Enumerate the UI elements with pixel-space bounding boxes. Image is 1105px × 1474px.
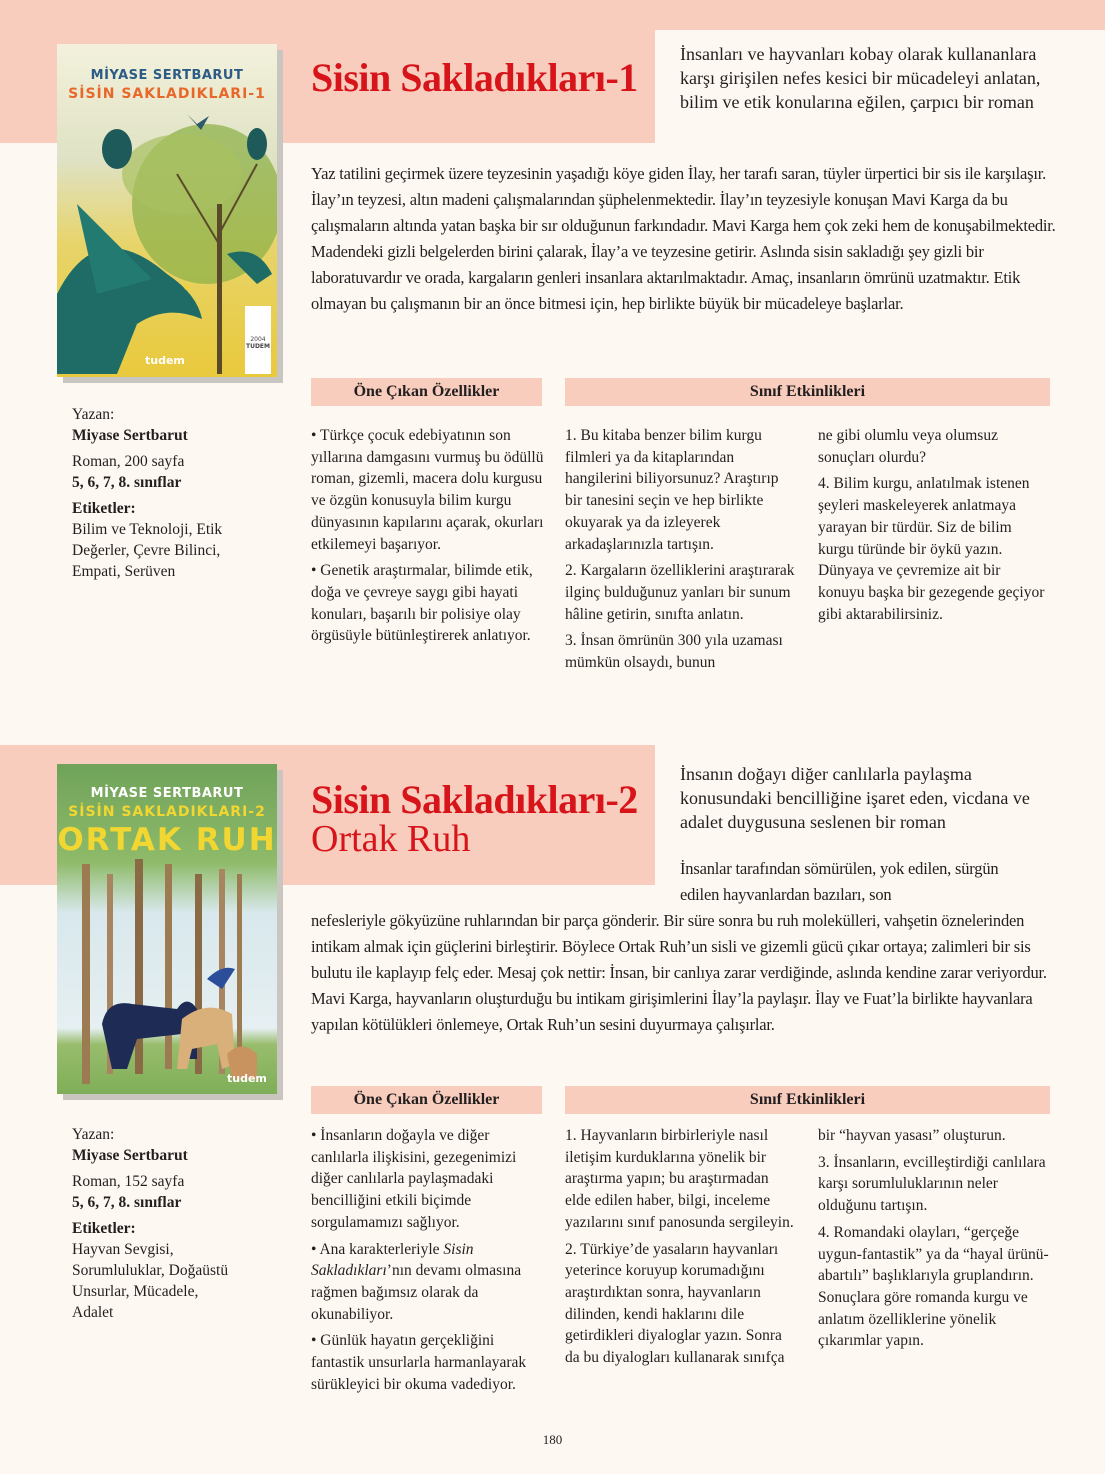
book2-title: Sisin Sakladıkları-2 — [311, 777, 638, 822]
book2-activities-col2 — [818, 1125, 1050, 1357]
book1-header-band-top — [655, 0, 1105, 30]
feature-item: • Günlük hayatın gerçekliğini fantastik unsurlarla harmanlayarak sürükleyici bir okuma vadediyor. — [311, 1332, 527, 1393]
activity-item: 2. Kargaların özelliklerini araştırarak ilginç bulduğunuz yanları bir sunum hâline getirin, sınıfta anlatın. — [565, 562, 795, 623]
book2-tagline: İnsanın doğayı diğer canlılarla paylaşma konusundaki bencilliğine işaret eden, vicdana ve adalet duygusuna seslenen bir roman — [680, 764, 1030, 832]
author-label: Yazan: — [72, 406, 115, 423]
book1-tagline: İnsanları ve hayvanları kobay olarak kullananlara karşı girişilen nefes kesici bir mücadeleyi anlatan, bilim ve etik konularına eğilen, çarpıcı bir roman — [680, 44, 1041, 112]
book2-cover-title: SİSİN SAKLADIKLARI-2 — [68, 804, 266, 820]
activity-item: 4. Romandaki olayları, “gerçeğe uygun-fantastik” ya da “hayal ürünü-abartılı” başlıklarıyla gruplandırın. Sonuçlara göre romanda kurgu ve anlatım özelliklerine yönelik çıkarımlar yapın. — [818, 1223, 1049, 1350]
tags-label: Etiketler: — [72, 500, 136, 517]
book2-features-list — [311, 1125, 546, 1400]
activity-item: bir “hayvan yasası” oluşturun. — [818, 1127, 1006, 1144]
book1-title: Sisin Sakladıkları-1 — [311, 55, 638, 100]
book2-summary-lead: İnsanlar tarafından sömürülen, yok edilen, sürgün edilen hayvanlardan bazıları, son — [680, 859, 999, 904]
book-grades: 5, 6, 7, 8. sınıflar — [72, 474, 182, 491]
book2-cover-subtitle: ORTAK RUH — [57, 822, 277, 858]
book1-cover-publisher: tudem — [145, 354, 185, 367]
feature-item: • Türkçe çocuk edebiyatının son yıllarına damgasını vurmuş bu ödüllü roman, gizemli, macera dolu kurgusu ve özgün konusuyla bilim kurgu dünyasının kapılarını açarak, okurları etkilemeyi başarıyor. — [311, 427, 544, 553]
book2-cover-publisher: tudem — [227, 1072, 267, 1085]
activity-item: 4. Bilim kurgu, anlatılmak istenen şeyleri maskeleyerek anlatmaya yarayan bir türdür. Siz de bilim kurgu türünde bir öykü yazın. Dünyaya ve çevremize ait bir konuyu başka bir gezegende geçiyor gibi aktarabilirsiniz. — [818, 475, 1045, 623]
book1-activities-col2 — [818, 425, 1050, 630]
book1-activities-col1 — [565, 425, 797, 679]
book-grades: 5, 6, 7, 8. sınıflar — [72, 1194, 182, 1211]
book1-activities-heading: Sınıf Etkinlikleri — [565, 378, 1050, 406]
book-title-italic: Sisin Sakladıkları — [311, 1240, 474, 1280]
book2-subtitle: Ortak Ruh — [311, 818, 471, 860]
book1-meta — [72, 404, 272, 582]
activity-item: 1. Hayvanların birbirleriyle nasıl iletişim kurduklarına yönelik bir araştırma yapın; bu araştırmadan elde edilen haber, bilgi, inceleme yazılarını sınıf panosunda sergileyin. — [565, 1127, 794, 1231]
book1-features-heading: Öne Çıkan Özellikler — [311, 378, 542, 406]
activity-item: 3. İnsan ömrünün 300 yıla uzaması mümkün olsaydı, bunun — [565, 632, 783, 672]
book1-cover-image — [57, 44, 277, 377]
activity-item: 1. Bu kitaba benzer bilim kurgu filmleri ya da kitaplarından hangilerini biliyorsunuz? Araştırıp bir tanesini seçin ve hep birlikte okuyarak ya da izleyerek arkadaşlarınızla tartışın. — [565, 427, 779, 553]
tags-list: Bilim ve Teknoloji, Etik Değerler, Çevre Bilinci, Empati, Serüven — [72, 521, 223, 580]
book2-features-heading: Öne Çıkan Özellikler — [311, 1086, 542, 1114]
book1-award-badge: 2004 TUDEM — [245, 336, 270, 350]
page-number: 180 — [542, 1432, 563, 1447]
activity-item: 2. Türkiye’de yasaların hayvanları yeterince koruyup korumadığını araştırdıktan sonra, hayvanların dilinden, kendi haklarını dile getirdikleri diyaloglar yazın. Sonra da bu diyalogları kullanarak sınıfça — [565, 1240, 785, 1367]
book2-summary: nefesleriyle gökyüzüne ruhlarından bir parça gönderir. Bir süre sonra bu ruh molekülleri, vahşetin öznelerinden intikam almak için güçlerini birleştirir. Böylece Ortak Ruh’un sisli ve gizemli gücü çıkar ortaya; zalimleri bir sis bulutu ile kaplayıp felç eder. Mesaj çok nettir: İnsan, bir canlıya zarar verdiğinde, aslında kendine zarar veriyordur. Mavi Karga, hayvanların oluşturduğu bu intikam girişimlerini İlay’la paylaşır. İlay ve Fuat’la birlikte hayvanlara yapılan kötülükleri önlemeye, Ortak Ruh’un sesini duyurmaya çalışırlar. — [311, 911, 1047, 1034]
book1-cover-author: MİYASE SERTBARUT — [90, 68, 244, 83]
book1-summary: Yaz tatilini geçirmek üzere teyzesinin yaşadığı köye giden İlay, her tarafı saran, tüyler ürpertici bir sis ile karşılaşır. İlay’ın teyzesi, altın madeni çalışmalarından şüphelenmektedir. İlay’ın teyzesiyle konuşan Mavi Karga da bu çalışmaların altında yatan başka bir sır olduğunun farkındadır. Mavi Karga hem çok zeki hem de konuşabilmektedir. Madendeki gizli belgelerden birini çalarak, İlay’a ve teyzesine getirir. Aslında sisin sakladığı şey gizli bir laboratuvardır ve orada, kargaların genleri insanlara aktarılmaktadır. Amaç, insanların ömrünü uzatmaktır. Etik olmayan bu çalışmanın bir an önce bitmesi için, hep birlikte büyük bir mücadeleye başlarlar. — [311, 164, 1056, 313]
book1-features-list — [311, 425, 546, 652]
feature-item: • Genetik araştırmalar, bilimde etik, doğa ve çevreye saygı gibi hayati konuları, başarılı bir polisiye olay örgüsüyle bütünleştirerek anlatıyor. — [311, 562, 533, 645]
book-format: Roman, 152 sayfa — [72, 1173, 185, 1190]
book2-cover-author: MİYASE SERTBARUT — [90, 786, 244, 801]
author-label: Yazan: — [72, 1126, 115, 1143]
tags-list: Hayvan Sevgisi, Sorumluluklar, Doğaüstü Unsurlar, Mücadele, Adalet — [72, 1241, 229, 1321]
feature-item: • İnsanların doğayla ve diğer canlılarla ilişkisini, gezegenimizi diğer canlılarla paylaşmadaki bencilliğini etkili biçimde sorgulamamızı sağlıyor. — [311, 1127, 517, 1231]
book-format: Roman, 200 sayfa — [72, 453, 185, 470]
book2-activities-heading: Sınıf Etkinlikleri — [565, 1086, 1050, 1114]
book2-meta — [72, 1124, 272, 1323]
book2-cover-image — [57, 764, 277, 1094]
author-name: Miyase Sertbarut — [72, 1147, 188, 1164]
book1-cover-title: SİSİN SAKLADIKLARI-1 — [68, 86, 266, 102]
activity-item: ne gibi olumlu veya olumsuz sonuçları olurdu? — [818, 427, 998, 466]
book2-activities-col1 — [565, 1125, 797, 1374]
feature-item: • Ana karakterleriyle Sisin Sakladıkları’nın devamı olmasına rağmen bağımsız olarak da okunabiliyor. — [311, 1240, 522, 1323]
activity-item: 3. İnsanların, evcilleştirdiği canlılara karşı sorumluluklarının neler olduğunu tartışın. — [818, 1153, 1046, 1215]
author-name: Miyase Sertbarut — [72, 427, 188, 444]
tags-label: Etiketler: — [72, 1220, 136, 1237]
